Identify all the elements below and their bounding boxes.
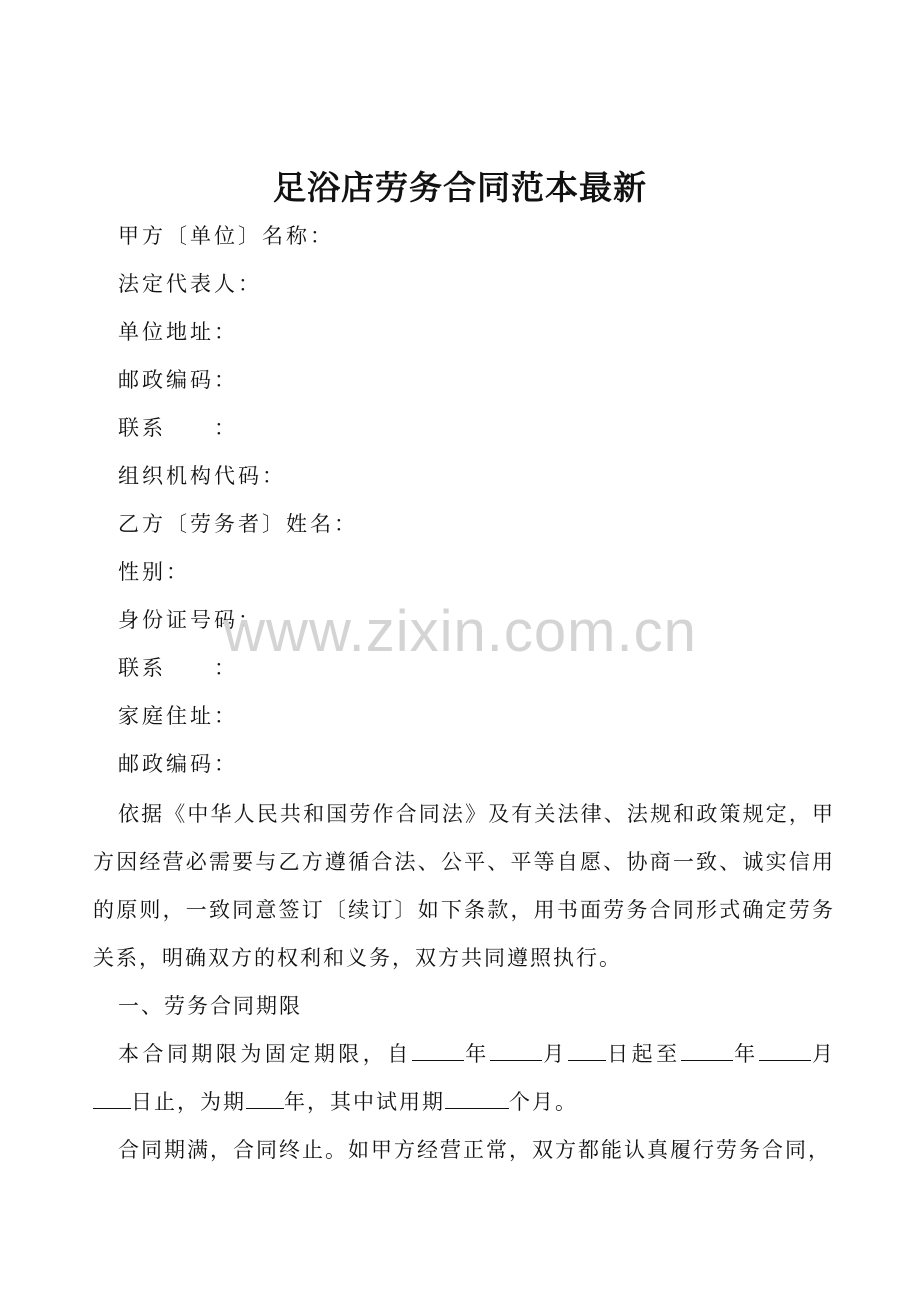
section-1-heading: 一、劳务合同期限 (118, 994, 302, 1018)
probation-months-blank[interactable] (445, 1086, 509, 1109)
contract-period-block (93, 1030, 835, 1126)
period-text-year-1: 年 (463, 1042, 490, 1066)
intro-paragraph-block (93, 790, 835, 982)
field-party-b-postcode: 邮政编码： (118, 752, 238, 776)
field-id-number: 身份证号码： (118, 608, 262, 632)
field-organization-code: 组织机构代码： (118, 464, 286, 488)
field-party-a-name: 甲方〔单位〕名称： (118, 224, 334, 248)
section-heading-block (93, 982, 835, 1030)
field-party-b-contact: 联系 ： (118, 656, 238, 680)
period-text-day-to: 日起至 (605, 1042, 681, 1066)
field-party-b-name: 乙方〔劳务者〕姓名： (118, 512, 358, 536)
expiry-paragraph-block (93, 1126, 835, 1174)
period-text-month-1: 月 (541, 1042, 568, 1066)
start-month-blank[interactable] (490, 1038, 542, 1061)
period-text-duration: 日止，为期 (131, 1090, 246, 1114)
end-year-blank[interactable] (681, 1038, 733, 1061)
field-party-a-contact: 联系 ： (118, 416, 238, 440)
duration-years-blank[interactable] (246, 1086, 284, 1109)
intro-paragraph: 依据《中华人民共和国劳作合同法》及有关法律、法规和政策规定，甲方因经营必需要与乙方遵循合法、公平、平等自愿、协商一致、诚实信用的原则，一致同意签订〔续订〕如下条款，用书面劳务合同形式确定劳务关系，明确双方的权利和义务，双方共同遵照执行。 (93, 802, 835, 970)
start-year-blank[interactable] (412, 1038, 464, 1061)
expiry-paragraph: 合同期满，合同终止。如甲方经营正常，双方都能认真履行劳务合同， (118, 1138, 831, 1162)
start-day-blank[interactable] (568, 1038, 606, 1061)
period-text-from: 本合同期限为固定期限，自 (118, 1042, 412, 1066)
field-gender: 性别： (118, 560, 190, 584)
period-text-probation: 年，其中试用期 (284, 1090, 445, 1114)
watermark-text: www.zixin.com.cn (223, 599, 697, 664)
field-home-address: 家庭住址： (118, 704, 238, 728)
field-legal-representative: 法定代表人： (118, 272, 262, 296)
end-month-blank[interactable] (759, 1038, 811, 1061)
field-unit-address: 单位地址： (118, 320, 238, 344)
field-party-a-postcode: 邮政编码： (118, 368, 238, 392)
period-text-month-2: 月 (810, 1042, 836, 1066)
document-title: 足浴店劳务合同范本最新 (273, 168, 647, 207)
contract-period-paragraph (93, 1030, 835, 1126)
period-text-year-2: 年 (732, 1042, 759, 1066)
period-text-months: 个月。 (509, 1090, 578, 1114)
party-info-fields (118, 212, 838, 788)
end-day-blank[interactable] (93, 1086, 131, 1109)
